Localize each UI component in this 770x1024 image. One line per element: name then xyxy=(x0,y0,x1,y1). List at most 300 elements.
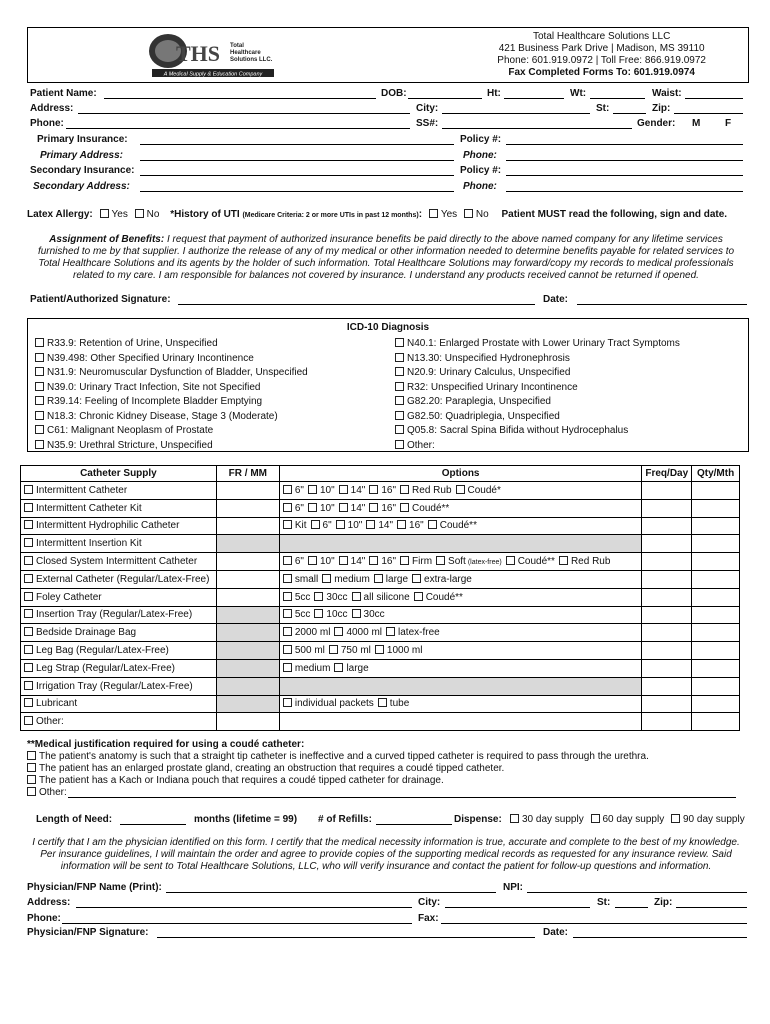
latex-yes-checkbox[interactable] xyxy=(100,209,109,218)
phone2-label: Phone: xyxy=(463,181,497,192)
justification-item[interactable] xyxy=(27,763,649,775)
checkbox[interactable] xyxy=(35,338,44,347)
catheter-table-header xyxy=(21,466,740,482)
checkbox[interactable] xyxy=(35,382,44,391)
uti-yes-label: Yes xyxy=(440,209,458,220)
option-checkbox[interactable] xyxy=(369,485,378,494)
option-checkbox[interactable] xyxy=(436,556,445,565)
phone-field[interactable] xyxy=(66,128,410,129)
freq-cell[interactable] xyxy=(642,642,692,660)
latex-yes-label: Yes xyxy=(111,209,128,220)
icd10-item[interactable] xyxy=(35,337,308,352)
supply-checkbox[interactable] xyxy=(24,556,33,565)
option-label: 6" xyxy=(294,484,304,496)
qty-cell[interactable] xyxy=(692,642,740,660)
supply-label: Intermittent Catheter Kit xyxy=(36,502,142,514)
uti-label: *History of UTI xyxy=(170,209,240,220)
fr-mm-cell xyxy=(216,677,279,695)
supply-cell[interactable] xyxy=(21,499,217,517)
option-checkbox[interactable] xyxy=(412,574,421,583)
icd10-right-column xyxy=(395,337,680,453)
fr-mm-cell[interactable] xyxy=(216,499,279,517)
supply-30-checkbox[interactable] xyxy=(510,814,519,823)
option-checkbox[interactable] xyxy=(378,698,387,707)
physician-st-field[interactable] xyxy=(615,907,648,908)
option-checkbox[interactable] xyxy=(283,698,292,707)
icd10-item[interactable] xyxy=(395,395,680,410)
option-checkbox[interactable] xyxy=(283,520,292,529)
checkbox[interactable] xyxy=(395,440,404,449)
table-row xyxy=(21,677,740,695)
option-checkbox[interactable] xyxy=(339,485,348,494)
qty-cell[interactable] xyxy=(692,499,740,517)
option-checkbox[interactable] xyxy=(339,503,348,512)
qty-cell[interactable] xyxy=(692,588,740,606)
assignment-of-benefits xyxy=(30,234,742,282)
icd10-item[interactable] xyxy=(35,395,308,410)
checkbox[interactable] xyxy=(35,425,44,434)
checkbox[interactable] xyxy=(35,367,44,376)
table-row xyxy=(21,553,740,571)
logo-text: THS xyxy=(176,41,221,66)
option-checkbox[interactable] xyxy=(311,520,320,529)
company-info xyxy=(497,31,706,79)
supply-checkbox[interactable] xyxy=(24,663,33,672)
latex-no-checkbox[interactable] xyxy=(135,209,144,218)
checkbox[interactable] xyxy=(35,440,44,449)
wt-field[interactable] xyxy=(590,98,645,99)
supply-label: Intermittent Insertion Kit xyxy=(36,538,142,550)
supply-cell[interactable] xyxy=(21,642,217,660)
city-field[interactable] xyxy=(442,113,590,114)
option-label: 30cc xyxy=(326,591,348,603)
fr-mm-cell[interactable] xyxy=(216,713,279,731)
phone1-field[interactable] xyxy=(506,160,743,161)
supply-cell[interactable] xyxy=(21,624,217,642)
option-checkbox[interactable] xyxy=(400,485,409,494)
dispense-label: Dispense: xyxy=(454,814,502,825)
checkbox[interactable] xyxy=(27,775,36,784)
qty-cell[interactable] xyxy=(692,624,740,642)
option-checkbox[interactable] xyxy=(334,663,343,672)
table-row xyxy=(21,482,740,500)
qty-cell[interactable] xyxy=(692,482,740,500)
patient-date-label: Date: xyxy=(543,294,569,305)
option-checkbox[interactable] xyxy=(336,520,345,529)
icd10-item[interactable] xyxy=(35,381,308,396)
options-cell xyxy=(279,606,642,624)
checkbox[interactable] xyxy=(395,338,404,347)
freq-cell[interactable] xyxy=(642,588,692,606)
secondary-address-field[interactable] xyxy=(140,191,454,192)
option-label: 14" xyxy=(378,520,394,532)
supply-label: Intermittent Catheter xyxy=(36,484,128,496)
secondary-address-label: Secondary Address: xyxy=(33,181,130,192)
phone1-label: Phone: xyxy=(463,150,497,161)
physician-phone-field[interactable] xyxy=(62,923,412,924)
supply-cell[interactable] xyxy=(21,482,217,500)
checkbox-label: N39.498: Other Specified Urinary Incontinence xyxy=(47,352,254,364)
option-label: 6" xyxy=(294,502,304,514)
option-checkbox[interactable] xyxy=(375,645,384,654)
checkbox[interactable] xyxy=(27,787,36,796)
qty-cell[interactable] xyxy=(692,553,740,571)
checkbox[interactable] xyxy=(27,763,36,772)
checkbox-label: R39.14: Feeling of Incomplete Bladder Emptying xyxy=(47,396,263,407)
freq-cell[interactable] xyxy=(642,570,692,588)
supply-cell[interactable] xyxy=(21,659,217,677)
freq-cell[interactable] xyxy=(642,535,692,553)
gender-f[interactable]: F xyxy=(725,118,732,129)
justification-item[interactable] xyxy=(27,751,649,763)
option-checkbox[interactable] xyxy=(329,645,338,654)
option-label: individual packets xyxy=(294,698,374,710)
supply-checkbox[interactable] xyxy=(24,538,33,547)
option-checkbox[interactable] xyxy=(283,645,292,654)
option-label: tube xyxy=(389,698,410,710)
fr-mm-cell xyxy=(216,695,279,713)
secondary-insurance-field[interactable] xyxy=(140,175,454,176)
address-field[interactable] xyxy=(78,113,410,114)
icd10-item[interactable] xyxy=(35,439,308,454)
phone-label: Phone: xyxy=(30,118,64,129)
option-checkbox[interactable] xyxy=(414,592,423,601)
option-label: 5cc xyxy=(294,591,311,603)
option-label: Coudé** xyxy=(439,520,477,532)
icd10-section xyxy=(27,318,749,452)
supply-label: Closed System Intermittent Catheter xyxy=(36,556,198,568)
checkbox[interactable] xyxy=(395,411,404,420)
icd10-item[interactable] xyxy=(395,439,680,454)
physician-address-field[interactable] xyxy=(76,907,412,908)
icd10-item[interactable] xyxy=(395,366,680,381)
uti-yes-checkbox[interactable] xyxy=(429,209,438,218)
checkbox[interactable] xyxy=(395,425,404,434)
uti-no-checkbox[interactable] xyxy=(464,209,473,218)
option-checkbox[interactable] xyxy=(314,609,323,618)
options-cell xyxy=(279,659,642,677)
option-checkbox[interactable] xyxy=(400,503,409,512)
options-cell xyxy=(279,517,642,535)
option-label: Coudé** xyxy=(517,556,555,568)
supply-cell[interactable] xyxy=(21,606,217,624)
wt-label: Wt: xyxy=(570,88,587,99)
option-label: 4000 ml xyxy=(346,627,383,639)
option-checkbox[interactable] xyxy=(283,609,292,618)
supply-cell[interactable] xyxy=(21,570,217,588)
checkbox-label: The patient has an enlarged prostate gland, creating an obstruction that requires a coudé tipped catheter. xyxy=(39,763,505,774)
supply-checkbox[interactable] xyxy=(24,592,33,601)
supply-checkbox[interactable] xyxy=(24,716,33,725)
physician-date-label: Date: xyxy=(543,927,569,938)
dob-field[interactable] xyxy=(408,98,482,99)
ths-logo xyxy=(148,31,278,79)
primary-insurance-field[interactable] xyxy=(140,144,454,145)
supply-60-checkbox[interactable] xyxy=(591,814,600,823)
checkbox[interactable] xyxy=(27,751,36,760)
icd10-item[interactable] xyxy=(395,337,680,352)
fr-mm-cell[interactable] xyxy=(216,553,279,571)
physician-certification: I certify that I am the physician identified on this form. I certify that the medical necessity information is true, accurate and complete to the best of my knowledge. Per insurance guidelines, I will maintain the order and agree to provide copies of the supporting medical records as requested for any insurance review. Said information will be sent to Total Healthcare Solutions, LLC, who will verify insurance and contact the patient for follow-up questions and information. xyxy=(32,837,740,872)
checkbox-label: R33.9: Retention of Urine, Unspecified xyxy=(47,338,218,349)
icd10-title: ICD-10 Diagnosis xyxy=(346,322,430,333)
checkbox[interactable] xyxy=(35,411,44,420)
option-label: extra-large xyxy=(424,573,472,585)
freq-cell[interactable] xyxy=(642,606,692,624)
option-checkbox[interactable] xyxy=(506,556,515,565)
checkbox-label: N35.9: Urethral Stricture, Unspecified xyxy=(47,439,213,451)
checkbox[interactable] xyxy=(35,396,44,405)
checkbox[interactable] xyxy=(395,382,404,391)
checkbox-label: The patient's anatomy is such that a straight tip catheter is ineffective and a curved tipped catheter is required to pass through the urethra. xyxy=(39,751,649,762)
fr-mm-cell[interactable] xyxy=(216,570,279,588)
freq-cell[interactable] xyxy=(642,713,692,731)
dob-label: DOB: xyxy=(381,88,407,99)
icd10-item[interactable] xyxy=(395,352,680,367)
option-checkbox[interactable] xyxy=(366,520,375,529)
supply-label: Insertion Tray (Regular/Latex-Free) xyxy=(36,609,193,621)
checkbox-label: N13.30: Unspecified Hydronephrosis xyxy=(407,352,570,364)
supply-checkbox[interactable] xyxy=(24,645,33,654)
table-row xyxy=(21,535,740,553)
option-label: Coudé** xyxy=(425,591,463,603)
ht-field[interactable] xyxy=(504,98,564,99)
freq-cell[interactable] xyxy=(642,677,692,695)
option-checkbox[interactable] xyxy=(314,592,323,601)
ss-field[interactable] xyxy=(442,128,632,129)
ss-label: SS#: xyxy=(416,118,439,129)
option-checkbox[interactable] xyxy=(283,627,292,636)
option-label: Coudé* xyxy=(467,484,501,496)
waist-field[interactable] xyxy=(685,98,743,99)
justification-other-field[interactable] xyxy=(68,797,736,798)
option-checkbox[interactable] xyxy=(283,574,292,583)
patient-date-field[interactable] xyxy=(577,304,747,305)
physician-city-label: City: xyxy=(418,897,441,908)
option-checkbox[interactable] xyxy=(308,503,317,512)
qty-cell[interactable] xyxy=(692,535,740,553)
checkbox[interactable] xyxy=(35,353,44,362)
icd10-item[interactable] xyxy=(35,410,308,425)
patient-signature-field[interactable] xyxy=(178,304,535,305)
fr-mm-cell[interactable] xyxy=(216,588,279,606)
supply-checkbox[interactable] xyxy=(24,574,33,583)
option-label: 16" xyxy=(381,556,397,568)
table-row xyxy=(21,606,740,624)
address-label: Address: xyxy=(30,103,74,114)
icd10-item[interactable] xyxy=(395,381,680,396)
option-label: Soft xyxy=(448,556,466,568)
qty-cell[interactable] xyxy=(692,517,740,535)
checkbox[interactable] xyxy=(395,396,404,405)
option-checkbox[interactable] xyxy=(283,663,292,672)
option-checkbox[interactable] xyxy=(369,503,378,512)
supply-cell[interactable] xyxy=(21,695,217,713)
supply-cell[interactable] xyxy=(21,553,217,571)
ht-label: Ht: xyxy=(487,88,501,99)
physician-phone-label: Phone: xyxy=(27,913,61,924)
phone2-field[interactable] xyxy=(506,191,743,192)
npi-field[interactable] xyxy=(527,892,747,893)
patient-name-field[interactable] xyxy=(104,98,376,99)
supply-cell[interactable] xyxy=(21,588,217,606)
freq-cell[interactable] xyxy=(642,659,692,677)
freq-cell[interactable] xyxy=(642,482,692,500)
column-header: Freq/Day xyxy=(642,466,692,482)
table-row xyxy=(21,659,740,677)
patient-signature-label: Patient/Authorized Signature: xyxy=(30,294,171,305)
option-checkbox[interactable] xyxy=(397,520,406,529)
length-of-need-field[interactable] xyxy=(120,824,186,825)
option-checkbox[interactable] xyxy=(334,627,343,636)
option-checkbox[interactable] xyxy=(400,556,409,565)
freq-cell[interactable] xyxy=(642,553,692,571)
checkbox-label: C61: Malignant Neoplasm of Prostate xyxy=(47,425,214,436)
fr-mm-cell[interactable] xyxy=(216,517,279,535)
supply-checkbox[interactable] xyxy=(24,609,33,618)
supply-checkbox[interactable] xyxy=(24,681,33,690)
option-checkbox[interactable] xyxy=(339,556,348,565)
options-cell xyxy=(279,642,642,660)
zip-field[interactable] xyxy=(674,113,743,114)
supply-checkbox[interactable] xyxy=(24,503,33,512)
qty-cell[interactable] xyxy=(692,606,740,624)
option-checkbox[interactable] xyxy=(322,574,331,583)
primary-address-field[interactable] xyxy=(140,160,454,161)
table-row xyxy=(21,570,740,588)
icd10-item[interactable] xyxy=(35,366,308,381)
physician-zip-label: Zip: xyxy=(654,897,673,908)
supply-label: Bedside Drainage Bag xyxy=(36,627,137,639)
icd10-item[interactable] xyxy=(395,424,680,439)
option-checkbox[interactable] xyxy=(428,520,437,529)
checkbox[interactable] xyxy=(395,367,404,376)
icd10-item[interactable] xyxy=(395,410,680,425)
checkbox-label: Q05.8: Sacral Spina Bifida without Hydrocephalus xyxy=(407,425,629,436)
svg-text:Total: Total xyxy=(230,43,244,49)
physician-fax-field[interactable] xyxy=(441,923,747,924)
qty-cell[interactable] xyxy=(692,695,740,713)
option-label: 14" xyxy=(350,556,366,568)
option-label: 750 ml xyxy=(340,645,371,657)
qty-cell[interactable] xyxy=(692,713,740,731)
icd10-item[interactable] xyxy=(35,424,308,439)
company-name: Total Healthcare Solutions LLC xyxy=(532,31,671,42)
checkbox-label: G82.20: Paraplegia, Unspecified xyxy=(407,396,551,407)
checkbox-label: Other: xyxy=(407,439,435,451)
company-phone: Phone: 601.919.0972 | Toll Free: 866.919.0972 xyxy=(497,55,706,66)
latex-no-label: No xyxy=(146,209,160,220)
table-row xyxy=(21,642,740,660)
refills-label: # of Refills: xyxy=(318,814,372,825)
supply-90-checkbox[interactable] xyxy=(671,814,680,823)
supply-cell[interactable] xyxy=(21,713,217,731)
fr-mm-cell[interactable] xyxy=(216,482,279,500)
primary-insurance-label: Primary Insurance: xyxy=(37,134,128,145)
option-checkbox[interactable] xyxy=(369,556,378,565)
supply-checkbox[interactable] xyxy=(24,627,33,636)
option-label: Firm xyxy=(412,556,433,568)
supply-label: Leg Strap (Regular/Latex-Free) xyxy=(36,662,175,674)
option-label: small xyxy=(294,573,319,585)
option-checkbox[interactable] xyxy=(374,574,383,583)
table-row xyxy=(21,695,740,713)
fr-mm-cell xyxy=(216,642,279,660)
physician-zip-field[interactable] xyxy=(676,907,747,908)
supply-cell[interactable] xyxy=(21,517,217,535)
policy2-field[interactable] xyxy=(506,175,743,176)
option-checkbox[interactable] xyxy=(352,609,361,618)
physician-address-label: Address: xyxy=(27,897,71,908)
st-label: St: xyxy=(596,103,610,114)
justification-item[interactable] xyxy=(27,775,649,787)
qty-cell[interactable] xyxy=(692,570,740,588)
supply-checkbox[interactable] xyxy=(24,485,33,494)
physician-date-field[interactable] xyxy=(573,937,747,938)
option-checkbox[interactable] xyxy=(559,556,568,565)
option-checkbox[interactable] xyxy=(308,485,317,494)
waist-label: Waist: xyxy=(652,88,682,99)
months-label: months (lifetime = 99) xyxy=(194,814,298,825)
supply-label: Leg Bag (Regular/Latex-Free) xyxy=(36,645,169,657)
freq-cell[interactable] xyxy=(642,499,692,517)
supply-cell[interactable] xyxy=(21,535,217,553)
refills-field[interactable] xyxy=(376,824,452,825)
option-checkbox[interactable] xyxy=(386,627,395,636)
option-checkbox[interactable] xyxy=(456,485,465,494)
option-checkbox[interactable] xyxy=(308,556,317,565)
freq-cell[interactable] xyxy=(642,517,692,535)
qty-cell[interactable] xyxy=(692,677,740,695)
option-label: 6" xyxy=(294,556,304,568)
qty-cell[interactable] xyxy=(692,659,740,677)
option-label: 30cc xyxy=(363,609,385,621)
physician-name-field[interactable] xyxy=(166,892,496,893)
policy1-field[interactable] xyxy=(506,144,743,145)
freq-cell[interactable] xyxy=(642,624,692,642)
coude-justification xyxy=(27,739,649,799)
checkbox-label: N40.1: Enlarged Prostate with Lower Urinary Tract Symptoms xyxy=(407,338,680,349)
supply-checkbox[interactable] xyxy=(24,698,33,707)
option-checkbox[interactable] xyxy=(283,485,292,494)
option-label: Red Rub xyxy=(570,556,611,568)
gender-m[interactable]: M xyxy=(692,118,701,129)
option-checkbox[interactable] xyxy=(352,592,361,601)
table-row xyxy=(21,499,740,517)
option-label: 10" xyxy=(319,502,335,514)
catheter-supply-table xyxy=(20,465,740,731)
option-checkbox[interactable] xyxy=(283,556,292,565)
icd10-item[interactable] xyxy=(35,352,308,367)
freq-cell[interactable] xyxy=(642,695,692,713)
checkbox-label: N39.0: Urinary Tract Infection, Site not Specified xyxy=(47,381,261,393)
options-cell xyxy=(279,535,642,553)
option-label: 16" xyxy=(409,520,424,532)
checkbox-label: G82.50: Quadriplegia, Unspecified xyxy=(407,410,560,422)
supply-cell[interactable] xyxy=(21,677,217,695)
checkbox-label: R32: Unspecified Urinary Incontinence xyxy=(407,381,578,393)
st-field[interactable] xyxy=(613,113,646,114)
option-checkbox[interactable] xyxy=(283,503,292,512)
checkbox[interactable] xyxy=(395,353,404,362)
option-label: medium xyxy=(294,662,331,674)
physician-signature-field[interactable] xyxy=(157,937,535,938)
fr-mm-cell xyxy=(216,659,279,677)
physician-city-field[interactable] xyxy=(445,907,590,908)
uti-criteria: (Medicare Criteria: 2 or more UTIs in past 12 months) xyxy=(242,212,419,219)
supply-checkbox[interactable] xyxy=(24,520,33,529)
option-checkbox[interactable] xyxy=(283,592,292,601)
